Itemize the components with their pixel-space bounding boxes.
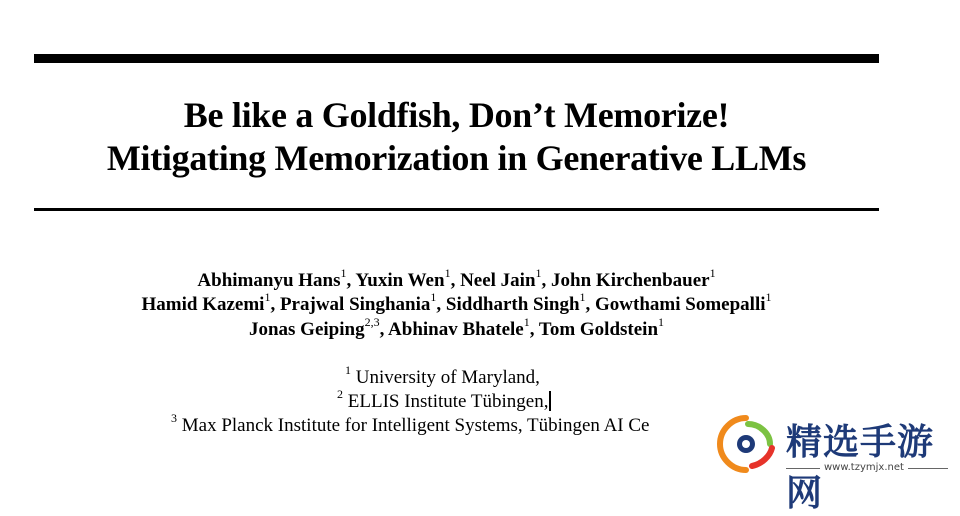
text-cursor — [549, 391, 551, 411]
author-name: John Kirchenbauer — [551, 270, 710, 291]
author-name: Hamid Kazemi — [141, 294, 265, 315]
bottom-rule — [34, 208, 879, 211]
author-name: Abhinav Bhatele — [388, 319, 524, 340]
watermark-logo-icon — [712, 412, 782, 476]
author-line-1: Abhimanyu Hans$^1$, Yuxin Wen$^1$, Neel Jain$^1$, John Kirchenbauer$^1$ — [197, 265, 716, 291]
affiliation-mark: 2 — [337, 386, 343, 401]
affiliation-1 — [345, 362, 540, 390]
author-name: Yuxin Wen — [355, 270, 445, 291]
top-rule — [34, 54, 879, 63]
author-affiliation-mark: 1 — [709, 265, 716, 280]
author-affiliation-mark: 1 — [430, 289, 437, 304]
author-affiliation-mark: 1 — [264, 289, 271, 304]
author-name: Siddharth Singh — [445, 294, 580, 315]
author-affiliation-mark: 1 — [658, 314, 665, 329]
affiliation-text: Max Planck Institute for Intelligent Systems, Tübingen AI Ce — [181, 415, 650, 436]
author-affiliation-mark: 1 — [535, 265, 542, 280]
author-name: Neel Jain — [460, 270, 536, 291]
affiliation-text: University of Maryland, — [355, 367, 540, 388]
paper-title-line-2: Mitigating Memorization in Generative LLMs — [106, 138, 807, 178]
affiliation-mark: 1 — [345, 362, 351, 377]
affiliation-2 — [337, 386, 551, 414]
site-watermark — [712, 412, 952, 514]
author-affiliation-mark: 1 — [765, 289, 772, 304]
author-name: Gowthami Somepalli — [595, 294, 766, 315]
author-affiliation-mark: 1 — [579, 289, 586, 304]
author-affiliation-mark: 2,3 — [364, 314, 380, 329]
watermark-divider — [786, 468, 820, 469]
author-affiliation-mark: 1 — [340, 265, 347, 280]
paper-title-line-1: Be like a Goldfish, Don’t Memorize! — [183, 95, 730, 135]
watermark-text: 精选手游网 — [786, 422, 935, 514]
author-affiliation-mark: 1 — [523, 314, 530, 329]
affiliation-text: ELLIS Institute Tübingen, — [347, 391, 549, 412]
author-line-3: Jonas Geiping$^{2,3}$, Abhinav Bhatele$^1$, Tom Goldstein$^1$ — [248, 314, 665, 340]
affiliation-mark: 3 — [171, 410, 177, 425]
author-name: Prajwal Singhania — [279, 294, 431, 315]
watermark-divider — [908, 468, 948, 469]
author-name: Jonas Geiping — [248, 319, 365, 340]
watermark-url: www.tzymjx.net — [824, 462, 904, 473]
affiliation-3 — [171, 410, 650, 438]
author-name: Abhimanyu Hans — [197, 270, 341, 291]
author-affiliation-mark: 1 — [444, 265, 451, 280]
author-line-2: Hamid Kazemi$^1$, Prajwal Singhania$^1$, Siddharth Singh$^1$, Gowthami Somepalli$^1$ — [141, 289, 772, 315]
author-name: Tom Goldstein — [538, 319, 659, 340]
